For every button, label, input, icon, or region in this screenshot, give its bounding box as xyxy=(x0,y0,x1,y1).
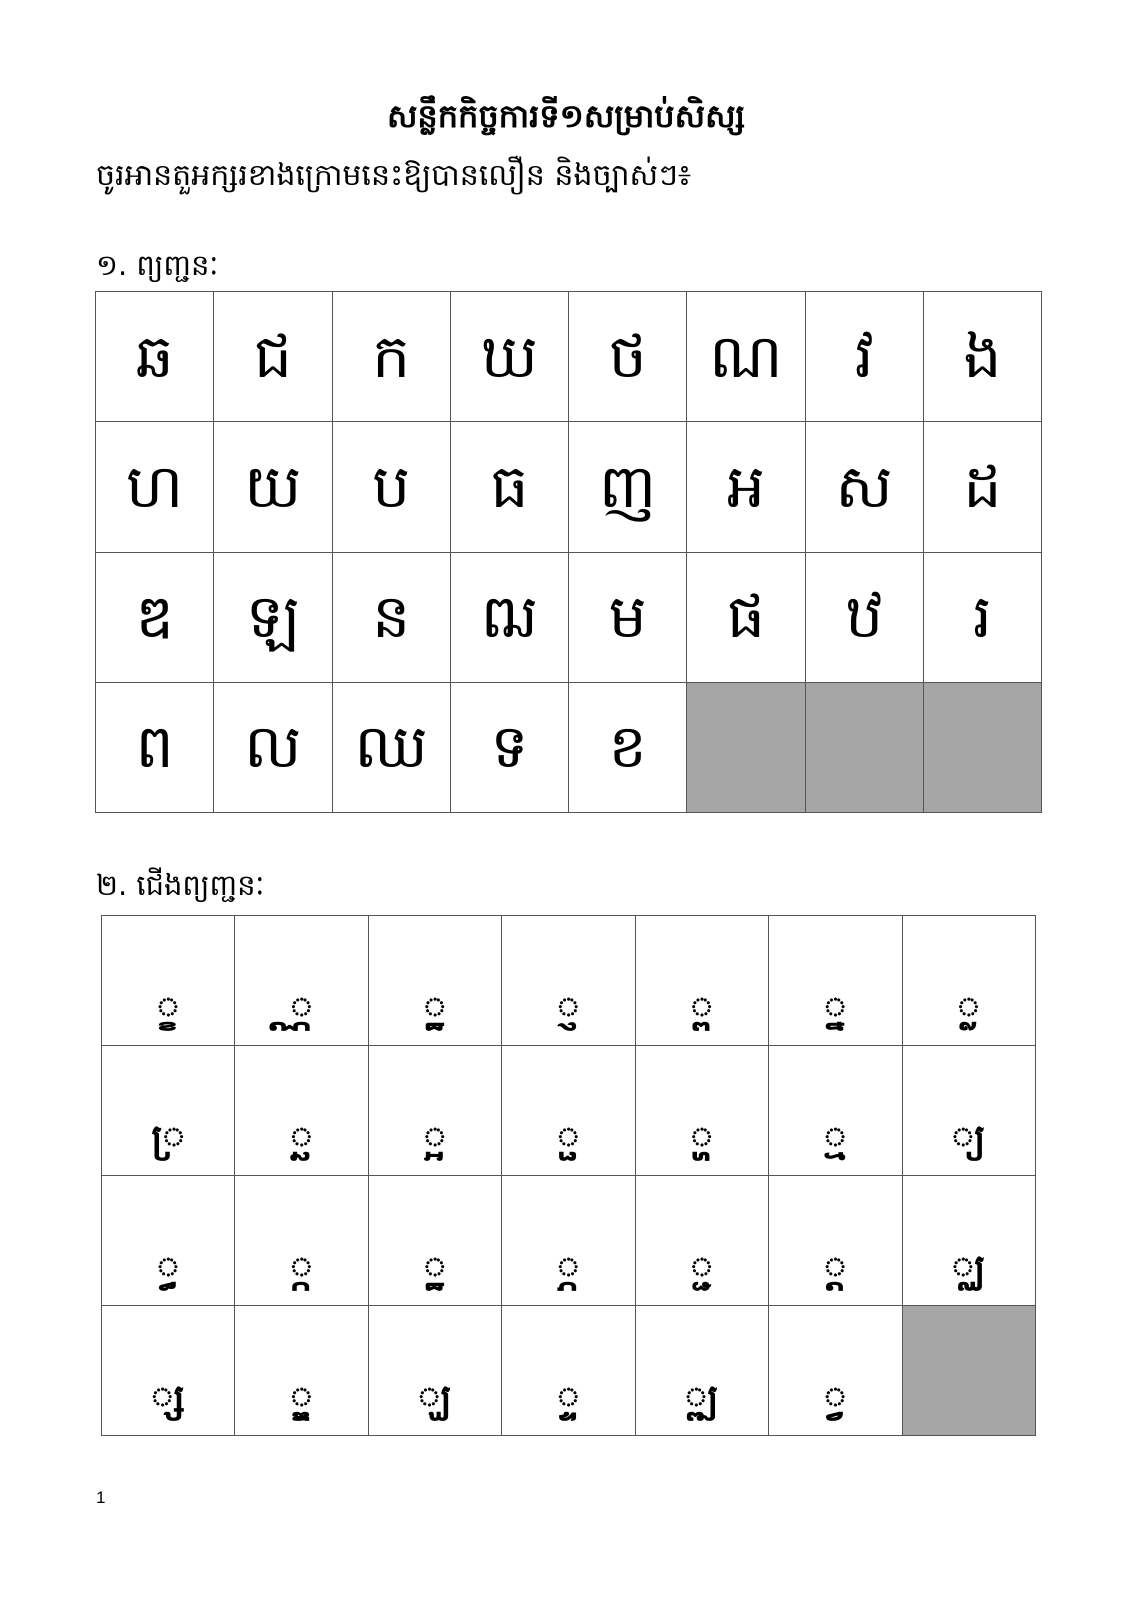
letter-cell: ឋ xyxy=(806,553,924,683)
subscript-cell: ្ឌ xyxy=(235,1306,368,1436)
subscript-cell: ្ឃ xyxy=(369,1306,502,1436)
empty-cell xyxy=(924,683,1042,813)
subscript-cell: ្យ xyxy=(903,1046,1036,1176)
subscript-cell: ្ម xyxy=(769,1046,902,1176)
letter-cell: ន xyxy=(333,553,451,683)
subscript-cell: ្ផ xyxy=(502,1046,635,1176)
subscript-cell: ្ឋ xyxy=(369,916,502,1046)
subscript-cell: ្អ xyxy=(369,1046,502,1176)
letter-cell: ធ xyxy=(451,422,569,552)
subscript-cell: ្ភ xyxy=(502,1176,635,1306)
section-heading-consonants: ១. ព្យញ្ជនៈ xyxy=(96,248,219,282)
subscript-cell: ្ឈ xyxy=(903,1176,1036,1306)
letter-cell: ដ xyxy=(924,422,1042,552)
page-number: 1 xyxy=(96,1488,106,1507)
subscript-cell: ្វ xyxy=(769,1306,902,1436)
subscript-cell: ្ជ xyxy=(636,1176,769,1306)
letter-cell: ក xyxy=(333,292,451,422)
empty-cell xyxy=(903,1306,1036,1436)
subscript-cell: ្ធ xyxy=(102,1176,235,1306)
section-heading-subscripts: ២. ជើងព្យញ្ជនៈ xyxy=(96,868,265,902)
letter-cell: ណ xyxy=(687,292,805,422)
page-title: សន្លឹកកិច្ចការទី១សម្រាប់សិស្ស xyxy=(386,97,746,135)
subscript-cell: ្ឆ xyxy=(235,1046,368,1176)
letter-cell: ឃ xyxy=(451,292,569,422)
letter-cell: ប xyxy=(333,422,451,552)
consonant-grid xyxy=(95,291,1042,813)
subscript-cell: ្ទ xyxy=(502,1306,635,1436)
letter-cell: ស xyxy=(806,422,924,552)
empty-cell xyxy=(687,683,805,813)
letter-cell: អ xyxy=(687,422,805,552)
letter-cell: ឌ xyxy=(96,553,214,683)
subscript-cell: ្ហ xyxy=(636,1046,769,1176)
letter-cell: ម xyxy=(569,553,687,683)
subscript-cell: ្ស xyxy=(102,1306,235,1436)
subscript-cell: ្ល xyxy=(903,916,1036,1046)
subscript-cell: ្ឍ xyxy=(636,1306,769,1436)
subscript-cell: ្ញ xyxy=(502,916,635,1046)
subscript-cell: ្ដ xyxy=(769,1176,902,1306)
letter-cell: ឈ xyxy=(333,683,451,813)
letter-cell: ទ xyxy=(451,683,569,813)
letter-cell: វ xyxy=(806,292,924,422)
subscript-grid xyxy=(101,915,1036,1436)
subscript-cell: ្ន xyxy=(769,916,902,1046)
letter-cell: ង xyxy=(924,292,1042,422)
subscript-cell: ្រ xyxy=(102,1046,235,1176)
subscript-cell: ្ព xyxy=(636,916,769,1046)
letter-cell: ហ xyxy=(96,422,214,552)
letter-cell: យ xyxy=(214,422,332,552)
subscript-cell: ្ណ xyxy=(235,916,368,1046)
instruction-text: ចូរអានតួអក្សរខាងក្រោមនេះឱ្យបានលឿន និងច្បាស់ៗ៖ xyxy=(96,158,692,193)
letter-cell: ឆ xyxy=(96,292,214,422)
letter-cell: ជ xyxy=(214,292,332,422)
letter-cell: ឡ xyxy=(214,553,332,683)
letter-cell: ខ xyxy=(569,683,687,813)
letter-cell: ថ xyxy=(569,292,687,422)
letter-cell: ឍ xyxy=(451,553,569,683)
empty-cell xyxy=(806,683,924,813)
subscript-cell: ្ឋ xyxy=(369,1176,502,1306)
letter-cell: ញ xyxy=(569,422,687,552)
letter-cell: ល xyxy=(214,683,332,813)
subscript-cell: ្ខ xyxy=(102,916,235,1046)
letter-cell: រ xyxy=(924,553,1042,683)
subscript-cell: ្ក xyxy=(235,1176,368,1306)
letter-cell: ព xyxy=(96,683,214,813)
letter-cell: ផ xyxy=(687,553,805,683)
